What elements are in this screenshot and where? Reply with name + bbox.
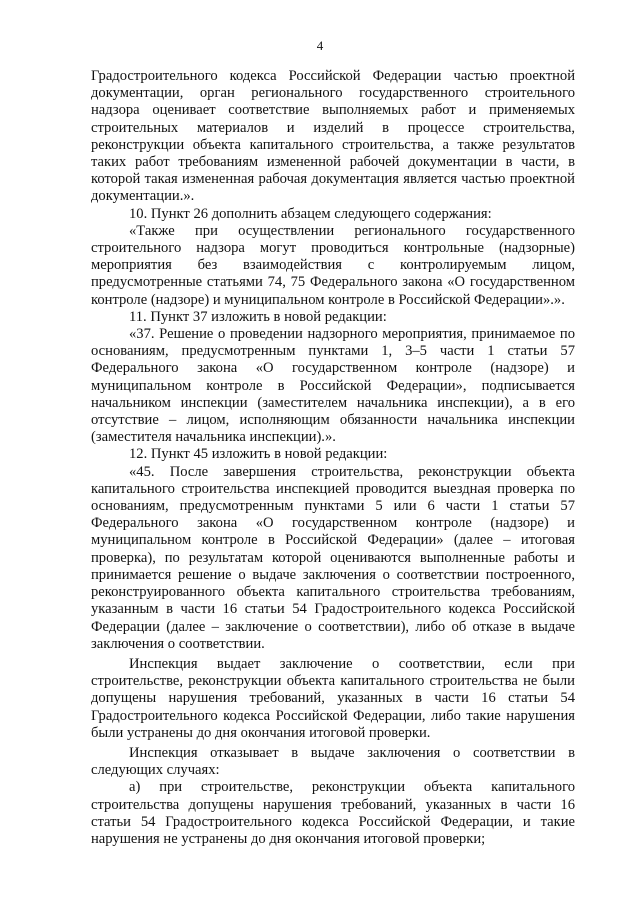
page-number: 4 bbox=[316, 38, 324, 53]
paragraph-quote-45: «45. После завершения строительства, реконструкции объекта капитального строительства инспекцией проводится выездная проверка по основаниям, предусмотренным пунктами 5 или 6 части 1 статьи 57 Федерального закона «О государственном контроле (надзоре) и муниципальном контроле в Российской Федерации» (далее – итоговая проверка), по результатам которой оцениваются выполненные работы и принимается решение о выдаче заключения о соответствии построенного, реконструированного объекта капитального строительства требованиям, указанным в части 16 статьи 54 Градостроительного кодекса Российской Федерации (далее – заключение о соответствии), либо об отказе в выдаче заключения о соответствии. bbox=[91, 463, 575, 652]
paragraph-item-10: 10. Пункт 26 дополнить абзацем следующего содержания: bbox=[129, 205, 492, 222]
paragraph-case-a: а) при строительстве, реконструкции объекта капитального строительства допущены нарушения требований, указанных в части 16 статьи 54 Градостроительного кодекса Российской Федерации, и такие нарушения не устранены до дня окончания итоговой проверки; bbox=[91, 779, 575, 847]
paragraph-refusal: Инспекция отказывает в выдаче заключения о соответствии в следующих случаях: bbox=[91, 744, 575, 779]
paragraph-issue-conclusion: Инспекция выдает заключение о соответствии, если при строительстве, реконструкции объекта капитального строительства не были допущены нарушения требований, указанных в части 16 статьи 54 Градостроительного кодекса Российской Федерации, либо такие нарушения были устранены до дня окончания итоговой проверки. bbox=[91, 655, 575, 741]
paragraph-item-12: 12. Пункт 45 изложить в новой редакции: bbox=[129, 446, 388, 463]
document-body bbox=[91, 68, 575, 848]
paragraph-quote-37: «37. Решение о проведении надзорного мероприятия, принимаемое по основаниям, предусмотренным пунктами 1, 3–5 части 1 статьи 57 Федерального закона «О государственном контроле (надзоре) и муниципальном контроле в Российской Федерации», подписывается начальником инспекции (заместителем начальника инспекции), а в его отсутствие – лицом, исполняющим обязанности начальника инспекции (заместителя начальника инспекции).». bbox=[91, 326, 575, 446]
paragraph-item-11: 11. Пункт 37 изложить в новой редакции: bbox=[129, 308, 387, 325]
paragraph-continuation: Градостроительного кодекса Российской Федерации частью проектной документации, орган регионального государственного строительного надзора оценивает соответствие выполняемых работ и применяемых строительных материалов и изделий в процессе строительства, реконструкции объекта капитального строительства, а также результатов таких работ требованиям измененной рабочей документации в части, в которой такая измененная рабочая документация является частью проектной документации.». bbox=[91, 68, 575, 205]
paragraph-quote-26: «Также при осуществлении регионального государственного строительного надзора могут проводиться контрольные (надзорные) мероприятия без взаимодействия с контролируемым лицом, предусмотренные статьями 74, 75 Федерального закона «О государственном контроле (надзоре) и муниципальном контроле в Российской Федерации».». bbox=[91, 222, 575, 308]
